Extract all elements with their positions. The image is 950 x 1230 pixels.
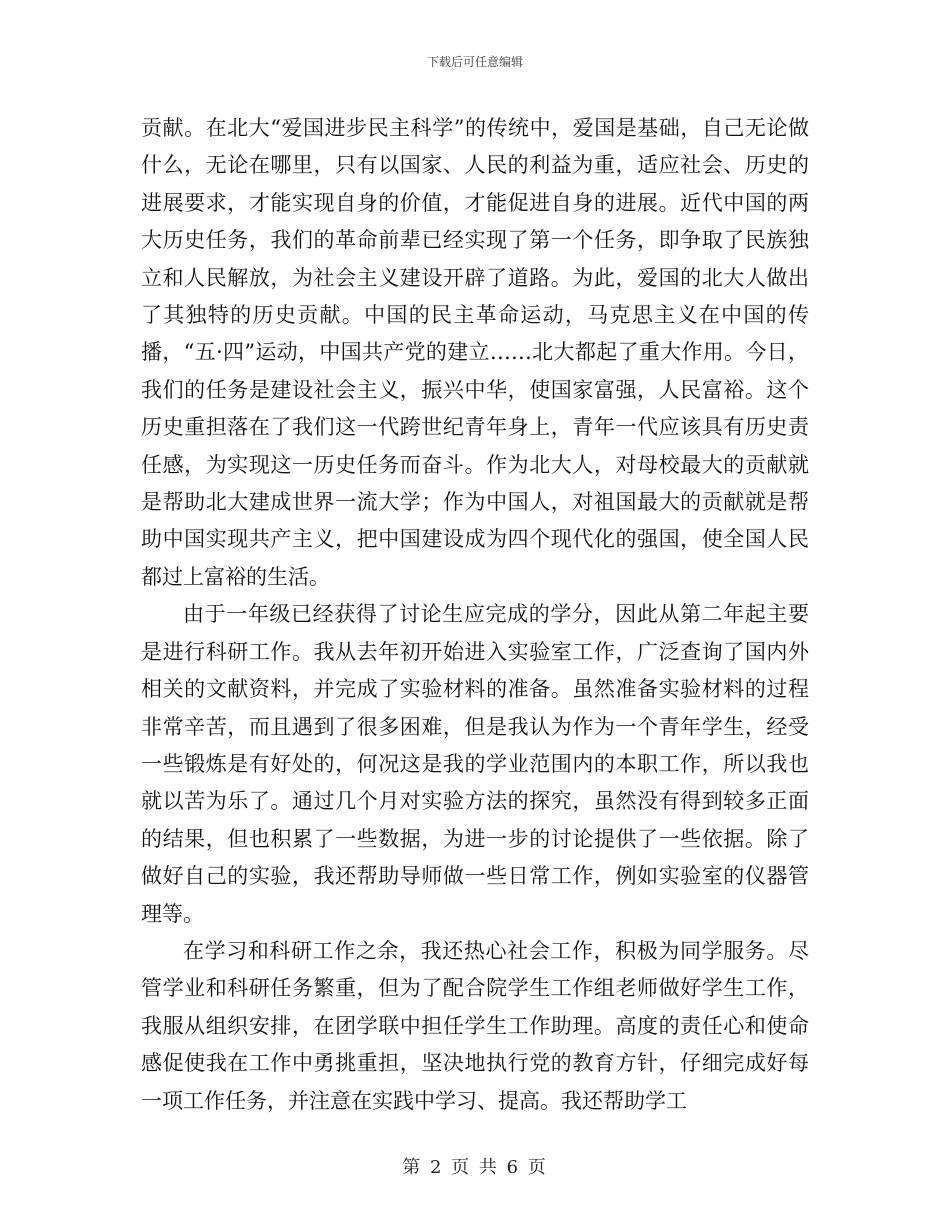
paragraph-2: 由于一年级已经获得了讨论生应完成的学分，因此从第二年起主要是进行科研工作。我从去年初开始进入实验室工作，广泛查询了国内外相关的文献资料，并完成了实验材料的准备。虽然准备实验材料的过程非常辛苦，而且遇到了很多困难，但是我认为作为一个青年学生，经受一些锻炼是有好处的，何况这是我的学业范围内的本职工作，所以我也就以苦为乐了。通过几个月对实验方法的探究，虽然没有得到较多正面的结果，但也积累了一些数据，为进一步的讨论提供了一些依据。除了做好自己的实验，我还帮助导师做一些日常工作，例如实验室的仪器管理等。 (141, 602, 809, 926)
paragraph-1: 贡献。在北大“爱国进步民主科学”的传统中，爱国是基础，自己无论做什么，无论在哪里，只有以国家、人民的利益为重，适应社会、历史的进展要求，才能实现自身的价值，才能促进自身的进展。近代中国的两大历史任务，我们的革命前辈已经实现了第一个任务，即争取了民族独立和人民解放，为社会主义建设开辟了道路。为此，爱国的北大人做出了其独特的历史贡献。中国的民主革命运动，马克思主义在中国的传播，“五·四”运动，中国共产党的建立……北大都起了重大作用。今日，我们的任务是建设社会主义，振兴中华，使国家富强，人民富裕。这个历史重担落在了我们这一代跨世纪青年身上，青年一代应该具有历史责任感，为实现这一历史任务而奋斗。作为北大人，对母校最大的贡献就是帮助北大建成世界一流大学；作为中国人，对祖国最大的贡献就是帮助中国实现共产主义，把中国建设成为四个现代化的强国，使全国人民都过上富裕的生活。 (141, 116, 809, 589)
document-body (141, 110, 809, 1120)
page-footer: 第 2 页 共 6 页 (402, 1157, 548, 1178)
paragraph-3: 在学习和科研工作之余，我还热心社会工作，积极为同学服务。尽管学业和科研任务繁重，但为了配合院学生工作组老师做好学生工作，我服从组织安排，在团学联中担任学生工作助理。高度的责任心和使命感促使我在工作中勇挑重担，坚决地执行党的教育方针，仔细完成好每一项工作任务，并注意在实践中学习、提高。我还帮助学工 (141, 938, 809, 1113)
page-header: 下载后可任意编辑 (426, 55, 523, 69)
